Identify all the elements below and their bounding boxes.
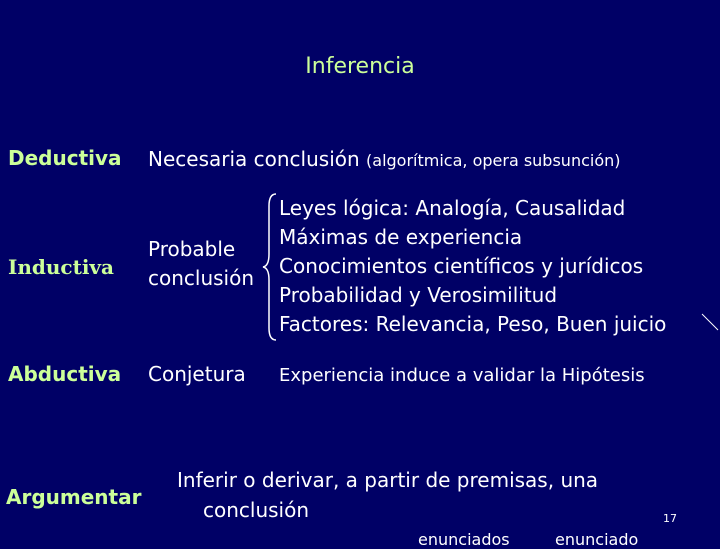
term-deductiva: Deductiva — [8, 146, 122, 170]
slide-title: Inferencia — [305, 54, 415, 79]
decorative-slash-icon — [700, 312, 720, 332]
term-abductiva: Abductiva — [8, 362, 122, 386]
inductiva-factor-list — [279, 194, 666, 339]
inductiva-label-line1: Probable — [148, 237, 236, 261]
list-item: Conocimientos científicos y jurídicos — [279, 254, 644, 278]
list-item: Probabilidad y Verosimilitud — [279, 283, 558, 307]
list-item: Factores: Relevancia, Peso, Buen juicio — [279, 312, 667, 336]
abductiva-detail: Experiencia induce a validar la Hipótesis — [279, 365, 645, 386]
deductiva-main-text: Necesaria conclusión — [148, 147, 360, 171]
term-inductiva: Inductiva — [8, 255, 115, 279]
cutoff-text-right: enunciado — [555, 530, 639, 549]
page-number: 17 — [663, 512, 677, 525]
inductiva-label-line2: conclusión — [148, 266, 255, 290]
argumentar-line2: conclusión — [203, 498, 310, 522]
left-brace-icon — [262, 192, 278, 342]
cutoff-text-left: enunciados — [418, 530, 510, 549]
list-item: Leyes lógica: Analogía, Causalidad — [279, 196, 626, 220]
deductiva-main — [148, 147, 621, 171]
list-item: Máximas de experiencia — [279, 225, 523, 249]
term-argumentar: Argumentar — [6, 485, 142, 509]
abductiva-label: Conjetura — [148, 362, 246, 386]
deductiva-note: (algorítmica, opera subsunción) — [366, 151, 621, 170]
argumentar-line1: Inferir o derivar, a partir de premisas, una — [177, 468, 599, 492]
